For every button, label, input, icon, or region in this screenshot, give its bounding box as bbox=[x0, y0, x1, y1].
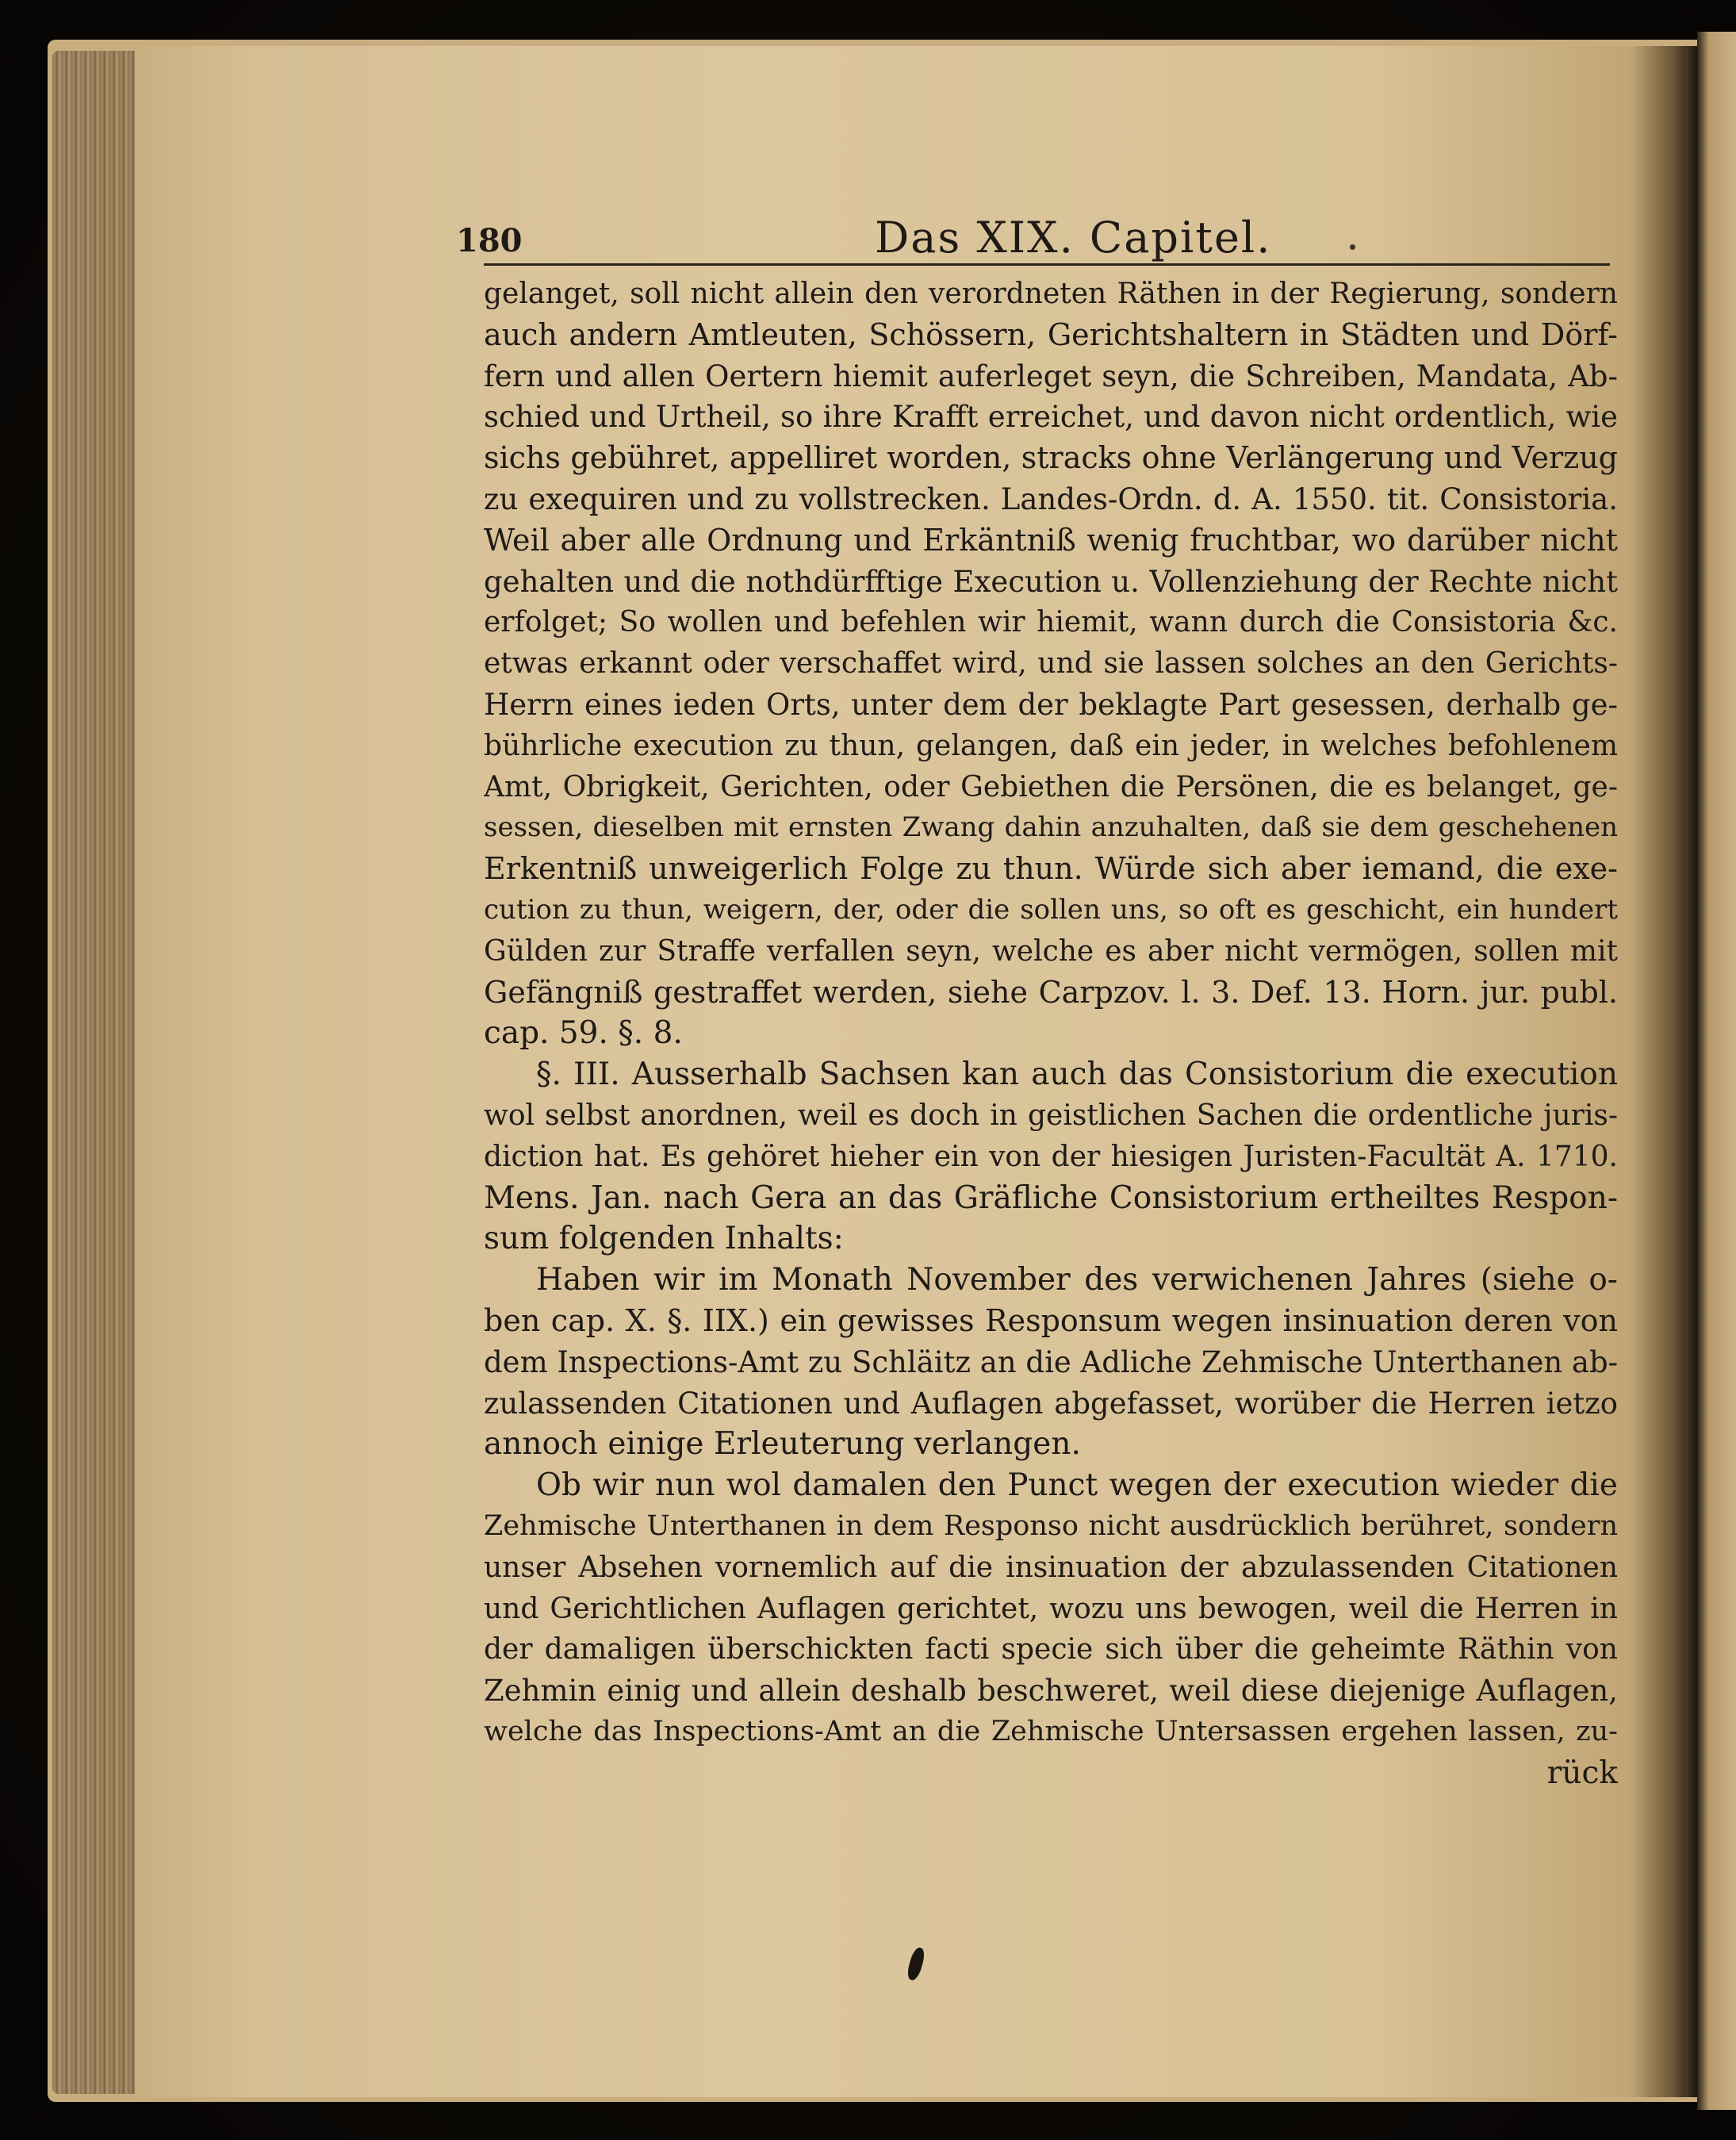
text-line: sum folgenden Inhalts: bbox=[484, 1221, 844, 1257]
ink-dot bbox=[1350, 244, 1355, 250]
text-line: etwas erkannt oder verschaffet wird, und sie lassen solches an den Gerichts- bbox=[484, 647, 1618, 681]
text-line: Zehmische Unterthanen in dem Responso nicht ausdrücklich berühret, sondern bbox=[484, 1509, 1618, 1542]
text-line: Ob wir nun wol damalen den Punct wegen der execution wieder die bbox=[536, 1467, 1618, 1504]
text-line: schied und Urtheil, so ihre Krafft erreichet, und davon nicht ordentlich, wie bbox=[484, 400, 1618, 435]
gutter-shadow bbox=[1634, 46, 1697, 2097]
text-line: cution zu thun, weigern, der, oder die sollen uns, so oft es geschicht, ein hundert bbox=[484, 893, 1618, 926]
text-line: Erkentniß unweigerlich Folge zu thun. Würde sich aber iemand, die exe- bbox=[484, 851, 1618, 887]
text-line: sessen, dieselben mit ernsten Zwang dahin anzuhalten, daß sie dem geschehenen bbox=[484, 811, 1618, 844]
text-line: auch andern Amtleuten, Schössern, Gerichtshaltern in Städten und Dörf- bbox=[484, 316, 1618, 352]
text-line: wol selbst anordnen, weil es doch in geistlichen Sachen die ordentliche juris- bbox=[484, 1099, 1618, 1132]
text-line: diction hat. Es gehöret hieher ein von der hiesigen Juristen-Facultät A. 1710. bbox=[484, 1140, 1618, 1173]
text-line: Weil aber alle Ordnung und Erkäntniß wenig fruchtbar, wo darüber nicht bbox=[484, 522, 1618, 558]
text-line: dem Inspections-Amt zu Schläitz an die Adliche Zehmische Unterthanen ab- bbox=[484, 1344, 1618, 1379]
running-head: Das XIX. Capitel. bbox=[875, 213, 1272, 263]
text-line: cap. 59. §. 8. bbox=[484, 1015, 683, 1052]
text-line: welche das Inspections-Amt an die Zehmische Untersassen ergehen lassen, zu- bbox=[484, 1715, 1618, 1747]
body-text bbox=[484, 274, 1618, 1793]
text-line: Amt, Obrigkeit, Gerichten, oder Gebiethen die Persönen, die es belanget, ge- bbox=[484, 770, 1618, 803]
text-line: unser Absehen vornemlich auf die insinuation der abzulassenden Citationen bbox=[484, 1551, 1618, 1584]
text-line: der damaligen überschickten facti specie sich über die geheimte Räthin von bbox=[484, 1633, 1618, 1666]
text-line: zu exequiren und zu vollstrecken. Landes-Ordn. d. A. 1550. tit. Consistoria. bbox=[484, 481, 1618, 516]
text-line: Haben wir im Monath November des verwichenen Jahres (siehe o- bbox=[536, 1262, 1618, 1298]
text-line: annoch einige Erleuterung verlangen. bbox=[484, 1426, 1081, 1463]
text-line: §. III. Ausserhalb Sachsen kan auch das Consistorium die execution bbox=[536, 1057, 1618, 1093]
header-rule bbox=[484, 263, 1610, 266]
page-header bbox=[456, 213, 1646, 268]
text-line: gehalten und die nothdürfftige Execution u. Vollenziehung der Rechte nicht bbox=[484, 564, 1618, 599]
text-line: bührliche execution zu thun, gelangen, daß ein jeder, in welches befohlenem bbox=[484, 729, 1618, 762]
page-number: 180 bbox=[456, 222, 523, 259]
text-line: Gefängniß gestraffet werden, siehe Carpzov. l. 3. Def. 13. Horn. jur. publ. bbox=[484, 974, 1618, 1010]
text-line: und Gerichtlichen Auflagen gerichtet, wozu uns bewogen, weil die Herren in bbox=[484, 1592, 1618, 1625]
text-line: erfolget; So wollen und befehlen wir hiemit, wann durch die Consistoria &c. bbox=[484, 606, 1618, 639]
text-line: ben cap. X. §. IIX.) ein gewisses Responsum wegen insinuation deren von bbox=[484, 1302, 1618, 1338]
text-line: Herrn eines ieden Orts, unter dem der beklagte Part gesessen, derhalb ge- bbox=[484, 687, 1618, 722]
text-line: Gülden zur Straffe verfallen seyn, welche es aber nicht vermögen, sollen mit bbox=[484, 934, 1618, 968]
text-line: gelanget, soll nicht allein den verordneten Räthen in der Regierung, sondern bbox=[484, 278, 1618, 310]
next-page-edge bbox=[1697, 32, 1736, 2110]
catchword: rück bbox=[1546, 1755, 1618, 1791]
text-line: zulassenden Citationen und Auflagen abgefasset, worüber die Herren ietzo bbox=[484, 1386, 1618, 1421]
text-line: fern und allen Oertern hiemit auferleget seyn, die Schreiben, Mandata, Ab- bbox=[484, 359, 1618, 393]
text-line: Zehmin einig und allein deshalb beschweret, weil diese diejenige Auflagen, bbox=[484, 1674, 1618, 1709]
text-line: sichs gebühret, appelliret worden, stracks ohne Verlängerung und Verzug bbox=[484, 440, 1618, 476]
text-line: Mens. Jan. nach Gera an das Gräfliche Consistorium ertheiltes Respon- bbox=[484, 1179, 1618, 1216]
